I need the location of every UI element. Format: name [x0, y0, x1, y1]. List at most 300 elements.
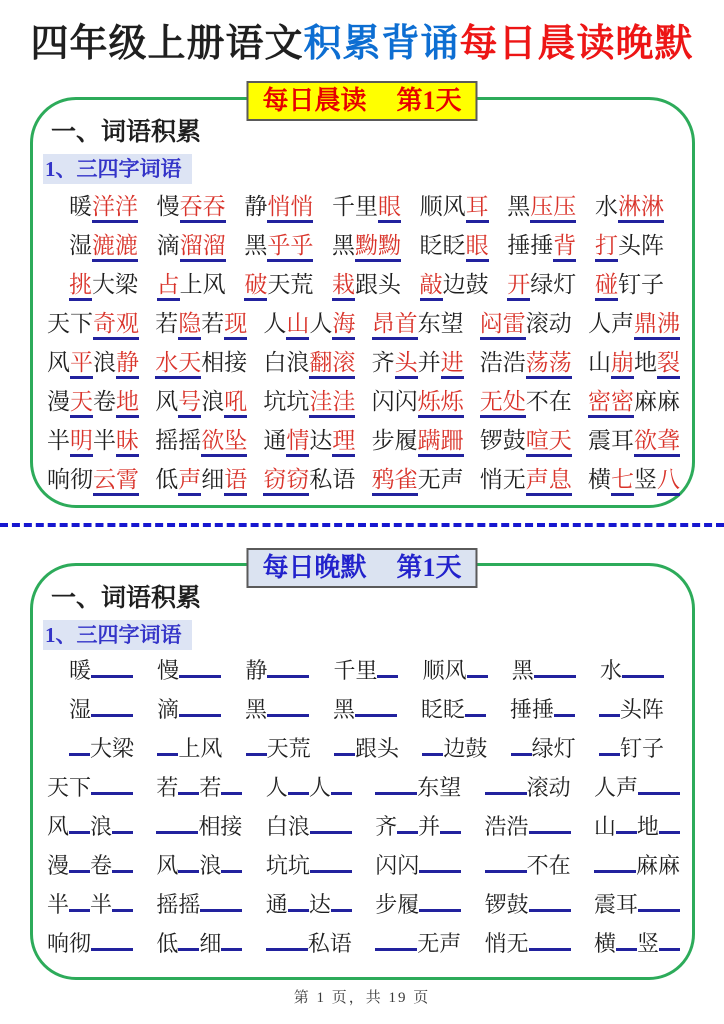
word-row — [43, 888, 684, 927]
word-text: 湿 — [69, 233, 92, 259]
word — [375, 810, 461, 841]
word-text: 相接 — [201, 350, 248, 376]
word — [263, 344, 355, 377]
word-answer-underlined: 地 — [116, 389, 139, 418]
word — [263, 305, 355, 338]
fill-in-blank — [179, 696, 221, 718]
word-answer-underlined: 压压 — [530, 194, 576, 223]
word-answer-underlined: 打 — [595, 233, 618, 262]
word-answer-underlined: 占 — [157, 272, 180, 301]
word-answer-underlined: 黝黝 — [355, 233, 401, 262]
fill-in-blank — [91, 930, 133, 952]
fill-in-blank — [310, 852, 352, 874]
word-row — [43, 849, 684, 888]
word-answer-underlined: 洋洋 — [92, 194, 138, 223]
word-text: 风 — [155, 389, 179, 415]
word-text: 齐 — [375, 814, 398, 840]
word-text: 若 — [156, 775, 179, 801]
word-row — [43, 266, 684, 305]
word-answer-underlined: 溜溜 — [180, 233, 226, 262]
word-answer-underlined: 奇观 — [93, 311, 139, 340]
fill-in-blank — [422, 735, 443, 757]
word-text: 黑 — [244, 233, 268, 259]
word-row — [43, 188, 684, 227]
word-text: 浪 — [199, 853, 222, 879]
word-text: 大梁 — [92, 272, 138, 298]
word-text: 黑 — [511, 658, 534, 684]
fill-in-blank — [112, 813, 133, 835]
morning-header-label: 每日晨读 — [262, 86, 367, 115]
page-title — [0, 12, 724, 67]
word — [69, 227, 138, 260]
fill-in-blank — [334, 735, 355, 757]
word — [244, 188, 313, 221]
fill-in-blank — [397, 813, 418, 835]
word-answer-underlined: 荡荡 — [526, 350, 572, 379]
word-answer-underlined: 洼洼 — [309, 389, 355, 418]
fill-in-blank — [331, 774, 352, 796]
word-text: 若 — [199, 775, 222, 801]
word-text: 并 — [418, 814, 441, 840]
word-answer-underlined: 淋淋 — [618, 194, 664, 223]
word — [263, 422, 355, 455]
word — [332, 266, 401, 299]
word — [480, 305, 572, 338]
word-answer-underlined: 鸦雀 — [372, 467, 418, 496]
word-text: 悄无 — [484, 931, 529, 957]
fill-in-blank — [594, 852, 636, 874]
fill-in-blank — [310, 813, 352, 835]
word-text: 坑坑 — [265, 853, 310, 879]
dashed-divider — [0, 523, 724, 527]
word-answer-underlined: 烁烁 — [418, 389, 464, 418]
word-text: 暖 — [69, 658, 92, 684]
morning-section-title: 一、词语积累 — [51, 119, 202, 146]
word — [372, 305, 464, 338]
word-text: 顺风 — [419, 194, 466, 220]
title-segment-black: 四年级上册语文 — [30, 23, 304, 65]
word — [47, 461, 139, 494]
word-text: 眨眨 — [420, 697, 465, 723]
word-answer-underlined: 情 — [286, 428, 309, 457]
fill-in-blank — [266, 930, 308, 952]
word-answer-underlined: 喧天 — [526, 428, 572, 457]
word-text: 浪 — [93, 350, 116, 376]
word — [332, 188, 401, 221]
fill-in-blank — [91, 657, 133, 679]
word-text: 并 — [417, 350, 441, 376]
word-text: 水 — [599, 658, 622, 684]
word — [155, 461, 247, 494]
word — [332, 227, 401, 260]
word — [588, 305, 680, 338]
word-text: 滚动 — [525, 311, 572, 337]
fill-in-blank — [156, 813, 198, 835]
word — [485, 849, 571, 880]
evening-header-day: 第1天 — [396, 553, 462, 582]
word — [47, 927, 133, 958]
word-row — [43, 810, 684, 849]
word-row — [43, 771, 684, 810]
word-text: 捶捶 — [509, 697, 554, 723]
fill-in-blank — [200, 891, 242, 913]
word-answer-underlined: 理 — [332, 428, 355, 457]
word — [157, 693, 221, 724]
morning-section-box — [30, 97, 695, 508]
word-row — [43, 461, 684, 500]
word-text: 滴 — [156, 233, 180, 259]
word-text: 上风 — [178, 736, 223, 762]
fill-in-blank — [638, 774, 680, 796]
word-text: 湿 — [69, 697, 92, 723]
fill-in-blank — [178, 930, 199, 952]
word-answer-underlined: 水天 — [155, 350, 201, 379]
word — [266, 849, 352, 880]
word-text: 白浪 — [265, 814, 310, 840]
word-answer-underlined: 海 — [332, 311, 355, 340]
fill-in-blank — [616, 813, 637, 835]
fill-in-blank — [355, 696, 397, 718]
word-text: 相接 — [198, 814, 243, 840]
word-text: 慢 — [156, 194, 180, 220]
fill-in-blank — [616, 930, 637, 952]
word-text: 摇摇 — [156, 892, 201, 918]
morning-word-rows — [43, 188, 684, 500]
word-answer-underlined: 欲聋 — [634, 428, 680, 457]
word-text: 半 — [47, 892, 70, 918]
word-row — [43, 654, 684, 693]
word-text: 闪闪 — [375, 853, 420, 879]
word — [47, 305, 139, 338]
word-text: 上风 — [179, 272, 226, 298]
word-answer-underlined: 眼 — [466, 233, 489, 262]
word — [333, 654, 398, 685]
word-answer-underlined: 声 — [178, 467, 201, 496]
word-text: 人 — [309, 311, 333, 337]
word-answer-underlined: 声息 — [526, 467, 572, 496]
word-answer-underlined: 明 — [70, 428, 93, 457]
evening-header-label: 每日晚默 — [262, 553, 367, 582]
word — [156, 771, 242, 802]
word-text: 横 — [587, 467, 611, 493]
word-answer-underlined: 平 — [70, 350, 93, 379]
word — [480, 422, 572, 455]
word — [485, 927, 571, 958]
word — [156, 888, 242, 919]
word-text: 横 — [593, 931, 616, 957]
word-text: 无声 — [417, 931, 462, 957]
evening-word-rows — [43, 654, 684, 966]
fill-in-blank — [599, 696, 620, 718]
word-answer-underlined: 悄悄 — [267, 194, 313, 223]
word — [156, 810, 242, 841]
word — [263, 461, 355, 494]
word-text: 浪 — [201, 389, 225, 415]
word-text: 浪 — [90, 814, 113, 840]
word-text: 人 — [265, 775, 288, 801]
word-answer-underlined: 八 — [657, 467, 680, 496]
word-text: 边鼓 — [442, 272, 489, 298]
word — [420, 266, 489, 299]
word — [600, 654, 664, 685]
word — [246, 732, 311, 763]
word — [69, 693, 133, 724]
word-text: 山 — [587, 350, 611, 376]
word — [47, 771, 133, 802]
word-text: 黑 — [331, 233, 355, 259]
word — [157, 188, 226, 221]
morning-header-badge — [246, 81, 477, 121]
word-text: 跟头 — [354, 736, 399, 762]
word — [47, 344, 139, 377]
word-text: 齐 — [371, 350, 395, 376]
word — [266, 771, 352, 802]
word-text: 黑 — [507, 194, 531, 220]
word-text: 人 — [308, 775, 331, 801]
word-text: 半 — [90, 892, 113, 918]
word-answer-underlined: 昧 — [116, 428, 139, 457]
word — [511, 732, 576, 763]
word — [266, 810, 352, 841]
word-answer-underlined: 语 — [224, 467, 247, 496]
word-row — [43, 732, 684, 771]
word-text: 响彻 — [47, 931, 92, 957]
fill-in-blank — [112, 852, 133, 874]
word-answer-underlined: 密密 — [588, 389, 634, 418]
word-text: 步履 — [375, 892, 420, 918]
word-answer-underlined: 碰 — [595, 272, 618, 301]
word-answer-underlined: 闷雷 — [480, 311, 526, 340]
word-answer-underlined: 号 — [178, 389, 201, 418]
word-answer-underlined: 破 — [244, 272, 267, 301]
word-text: 千里 — [331, 194, 378, 220]
word — [595, 188, 664, 221]
word-text: 钉子 — [619, 736, 664, 762]
word-text: 钉子 — [617, 272, 664, 298]
word-text: 半 — [93, 428, 116, 454]
fill-in-blank — [246, 735, 267, 757]
fill-in-blank — [659, 813, 680, 835]
word — [507, 266, 576, 299]
fill-in-blank — [69, 813, 90, 835]
word-text: 绿灯 — [530, 272, 577, 298]
word — [155, 422, 247, 455]
word — [334, 732, 399, 763]
fill-in-blank — [511, 735, 532, 757]
word-text: 天下 — [47, 775, 92, 801]
fill-in-blank — [288, 774, 309, 796]
fill-in-blank — [221, 774, 242, 796]
word — [421, 693, 486, 724]
word-text: 半 — [47, 428, 70, 454]
word-text: 锣鼓 — [484, 892, 529, 918]
fill-in-blank — [485, 852, 527, 874]
fill-in-blank — [534, 657, 576, 679]
word — [47, 849, 133, 880]
word — [69, 732, 134, 763]
word — [244, 227, 313, 260]
fill-in-blank — [91, 774, 133, 796]
word-answer-underlined: 七 — [611, 467, 634, 496]
word-text: 若 — [201, 311, 225, 337]
word — [263, 383, 355, 416]
word-text: 黑 — [244, 697, 267, 723]
page-footer: 第 1 页，共 19 页 — [293, 990, 431, 1006]
word — [594, 927, 680, 958]
word-answer-underlined: 翻滚 — [309, 350, 355, 379]
word-answer-underlined: 眼 — [378, 194, 401, 223]
word — [507, 188, 576, 221]
word-answer-underlined: 昂首 — [372, 311, 418, 340]
word — [480, 344, 572, 377]
word — [512, 654, 576, 685]
word-text: 步履 — [371, 428, 418, 454]
word-answer-underlined: 吼 — [224, 389, 247, 418]
word-text: 震耳 — [593, 892, 638, 918]
word — [588, 461, 680, 494]
word-row — [43, 305, 684, 344]
word-text: 边鼓 — [443, 736, 488, 762]
word-text: 头阵 — [619, 697, 664, 723]
word-text: 通 — [265, 892, 288, 918]
word-text: 卷 — [90, 853, 113, 879]
word-text: 东望 — [417, 775, 462, 801]
word — [372, 344, 464, 377]
word-row — [43, 927, 684, 966]
word — [420, 188, 489, 221]
word — [245, 693, 309, 724]
word-text: 达 — [308, 892, 331, 918]
word-text: 天荒 — [266, 736, 311, 762]
fill-in-blank — [529, 813, 571, 835]
word — [47, 422, 139, 455]
word-text: 山 — [593, 814, 616, 840]
fill-in-blank — [267, 657, 309, 679]
word-text: 地 — [636, 814, 659, 840]
word-text: 水 — [594, 194, 618, 220]
word — [155, 344, 247, 377]
word — [156, 849, 242, 880]
word-text: 麻麻 — [633, 389, 680, 415]
fill-in-blank — [178, 774, 199, 796]
word-text: 天荒 — [267, 272, 314, 298]
word-text: 浩浩 — [479, 350, 526, 376]
evening-subsection-title: 1、三四字词语 — [43, 620, 192, 650]
word — [47, 383, 139, 416]
word-answer-underlined: 开 — [507, 272, 530, 301]
title-segment-blue: 积累背诵 — [303, 23, 460, 65]
word-text: 白浪 — [263, 350, 310, 376]
fill-in-blank — [465, 696, 486, 718]
fill-in-blank — [179, 657, 221, 679]
title-segment-red: 每日晨读晚默 — [459, 23, 694, 65]
word — [588, 344, 680, 377]
word — [480, 461, 572, 494]
fill-in-blank — [419, 852, 461, 874]
word-answer-underlined: 山 — [286, 311, 309, 340]
word-text: 坑坑 — [263, 389, 310, 415]
word-text: 漫 — [47, 853, 70, 879]
word-text: 人声 — [587, 311, 634, 337]
word — [599, 732, 664, 763]
word-text: 跟头 — [354, 272, 401, 298]
word — [333, 693, 397, 724]
word — [375, 888, 461, 919]
word-answer-underlined: 欲坠 — [201, 428, 247, 457]
word — [594, 888, 680, 919]
word — [245, 654, 309, 685]
fill-in-blank — [157, 735, 178, 757]
word-text: 细 — [199, 931, 222, 957]
word-answer-underlined: 隐 — [178, 311, 201, 340]
word-text: 眨眨 — [419, 233, 466, 259]
word — [266, 888, 352, 919]
word — [157, 266, 226, 299]
fill-in-blank — [112, 891, 133, 913]
word — [594, 771, 680, 802]
word-text: 慢 — [157, 658, 180, 684]
word-row — [43, 693, 684, 732]
word — [485, 888, 571, 919]
word-answer-underlined: 现 — [224, 311, 247, 340]
fill-in-blank — [554, 696, 575, 718]
word-answer-underlined: 蹒跚 — [418, 428, 464, 457]
word — [420, 227, 489, 260]
word — [375, 771, 461, 802]
word-text: 震耳 — [587, 428, 634, 454]
morning-subsection-title: 1、三四字词语 — [43, 154, 192, 184]
word-text: 风 — [156, 853, 179, 879]
word-text: 静 — [245, 658, 268, 684]
fill-in-blank — [178, 852, 199, 874]
word-answer-underlined: 鼎沸 — [634, 311, 680, 340]
word — [485, 771, 571, 802]
word-answer-underlined: 挑 — [69, 272, 92, 301]
word-text: 不在 — [525, 389, 572, 415]
fill-in-blank — [267, 696, 309, 718]
word — [510, 693, 575, 724]
word-answer-underlined: 进 — [441, 350, 464, 379]
word-text: 大梁 — [90, 736, 135, 762]
word-text: 人声 — [593, 775, 638, 801]
fill-in-blank — [467, 657, 488, 679]
word — [588, 422, 680, 455]
fill-in-blank — [638, 891, 680, 913]
word-text: 若 — [155, 311, 179, 337]
word-text: 东望 — [417, 311, 464, 337]
word-text: 风 — [47, 350, 70, 376]
fill-in-blank — [599, 735, 620, 757]
word-text: 黑 — [332, 697, 355, 723]
word-answer-underlined: 吞吞 — [180, 194, 226, 223]
fill-in-blank — [288, 891, 309, 913]
evening-header-badge — [246, 548, 477, 588]
word — [372, 383, 464, 416]
word — [69, 654, 133, 685]
word — [372, 461, 464, 494]
word-answer-underlined: 无处 — [480, 389, 526, 418]
word — [244, 266, 313, 299]
fill-in-blank — [221, 930, 242, 952]
word-text: 低 — [155, 467, 179, 493]
word-row — [43, 383, 684, 422]
word — [375, 927, 461, 958]
word-answer-underlined: 静 — [116, 350, 139, 379]
word-row — [43, 344, 684, 383]
word — [157, 227, 226, 260]
word-text: 浩浩 — [484, 814, 529, 840]
word-text: 人 — [263, 311, 287, 337]
